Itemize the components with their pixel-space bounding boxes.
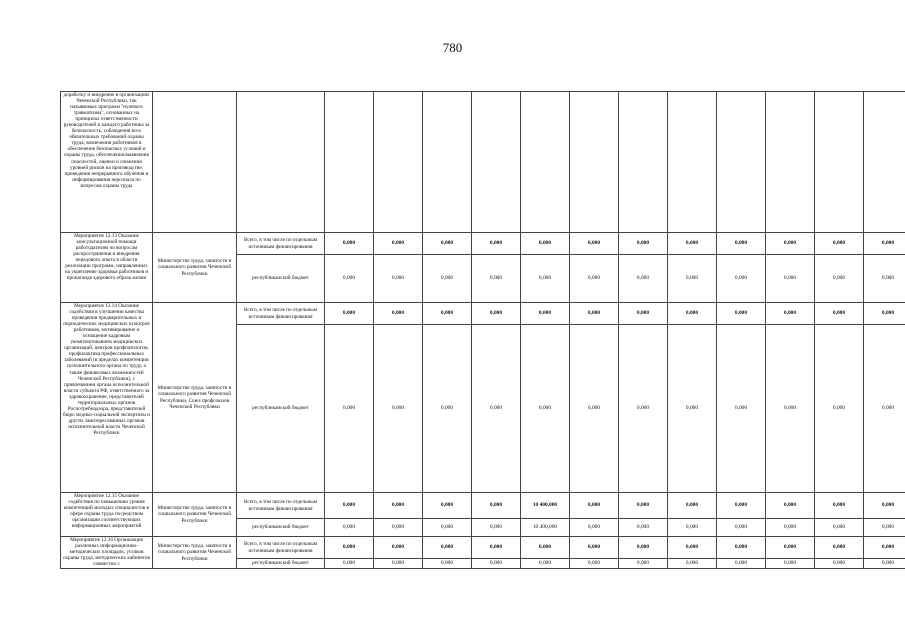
amount-cell: 0,000: [619, 255, 668, 303]
amount-cell: 0,000: [766, 325, 815, 493]
amount-cell: 0,000: [864, 325, 905, 493]
amount-cell: 0,000: [423, 537, 472, 559]
amount-cell: 0,000: [668, 493, 717, 519]
funding-source: Всего, в том числе по отдельным источникам финансирования: [237, 233, 325, 255]
amount-cell: 0,000: [815, 493, 864, 519]
amount-cell: [717, 92, 766, 233]
funding-source: республиканский бюджет: [237, 325, 325, 493]
amount-cell: 0,000: [668, 233, 717, 255]
amount-cell: 0,000: [864, 233, 905, 255]
table-row: [61, 233, 905, 255]
amount-cell: 0,000: [521, 559, 570, 569]
amount-cell: [325, 92, 374, 233]
amount-cell: 0,000: [521, 255, 570, 303]
measure-description: доработку и внедрение в организациях Чеченской Республики, так называемых программ "нулевого травматизма", основанных на принципах ответственности руководителей и каждого работника за безопасность, соблюдения всех обязательных требований охраны труда, вовлечения работников в обеспечение безопасных условий и охраны труда, обеспечения выявления опасностей, оценки и снижения уровней рисков на производстве, проведения непрерывного обучения и информирования персонала по вопросам охраны труда: [61, 92, 153, 233]
amount-cell: 0,000: [374, 559, 423, 569]
measure-description: Мероприятие 12.14 Оказание содействия в улучшении качества проведения предварительных и периодических медицинских осмотров работников, мотивирование и оснащение кадровым укомплектованием медицинских организаций, центров профпатологии, профилактика профессиональных заболеваний (в пределах компетенции исполнительного органа по труду, а также финансовых возможностей Чеченской Республики), с привлечением органа исполнительной власти субъекта РФ, ответственного за здравоохранение, представителей территориальных органов Роспотребнадзора, представителей бюро медико-социальной экспертизы и других заинтересованных органов исполнительной власти Чеченской Республики: [61, 303, 153, 493]
amount-cell: 0,000: [521, 303, 570, 325]
responsible-organization: Министерство труда, занятости и социального развития Чеченской Республики, Союз профсоюзов Чеченской Республики: [153, 303, 237, 493]
amount-cell: 10 400,000: [521, 519, 570, 537]
funding-source: республиканский бюджет: [237, 559, 325, 569]
amount-cell: 0,000: [717, 537, 766, 559]
amount-cell: [570, 92, 619, 233]
amount-cell: 0,000: [619, 559, 668, 569]
amount-cell: 0,000: [570, 233, 619, 255]
amount-cell: [374, 92, 423, 233]
amount-cell: 0,000: [570, 537, 619, 559]
amount-cell: 0,000: [374, 255, 423, 303]
amount-cell: 0,000: [766, 537, 815, 559]
amount-cell: 0,000: [423, 233, 472, 255]
table-row: [61, 537, 905, 559]
amount-cell: 0,000: [423, 493, 472, 519]
funding-source: [237, 92, 325, 233]
amount-cell: [815, 92, 864, 233]
amount-cell: 0,000: [472, 233, 521, 255]
amount-cell: 0,000: [619, 493, 668, 519]
amount-cell: 0,000: [521, 537, 570, 559]
amount-cell: 0,000: [668, 537, 717, 559]
amount-cell: 0,000: [374, 325, 423, 493]
amount-cell: 0,000: [766, 233, 815, 255]
amount-cell: [521, 92, 570, 233]
amount-cell: 0,000: [864, 519, 905, 537]
amount-cell: 0,000: [668, 325, 717, 493]
amount-cell: 0,000: [815, 233, 864, 255]
measure-description: Мероприятие 12.15 Оказание содействия по повышению уровня компетенций молодых специалистов в сфере охраны труда посредством организации соответствующих информационных мероприятий: [61, 493, 153, 537]
amount-cell: 0,000: [472, 537, 521, 559]
amount-cell: 0,000: [815, 519, 864, 537]
measure-description: Мероприятие 12.16 Организация различных информационно-методических площадок, уголков охраны труда, методических кабинетов совместно с: [61, 537, 153, 569]
budget-table: [60, 91, 905, 569]
amount-cell: 0,000: [619, 303, 668, 325]
amount-cell: [472, 92, 521, 233]
amount-cell: 0,000: [374, 493, 423, 519]
amount-cell: 0,000: [374, 233, 423, 255]
amount-cell: 0,000: [864, 255, 905, 303]
amount-cell: 0,000: [668, 303, 717, 325]
amount-cell: 0,000: [668, 559, 717, 569]
amount-cell: 0,000: [668, 255, 717, 303]
amount-cell: 0,000: [864, 559, 905, 569]
table-body: [61, 92, 905, 569]
funding-source: Всего, в том числе по отдельным источникам финансирования: [237, 537, 325, 559]
responsible-organization: Министерство труда, занятости и социального развития Чеченской Республики: [153, 233, 237, 303]
funding-source: республиканский бюджет: [237, 519, 325, 537]
amount-cell: 0,000: [570, 519, 619, 537]
amount-cell: 0,000: [766, 303, 815, 325]
amount-cell: [766, 92, 815, 233]
amount-cell: 0,000: [325, 233, 374, 255]
amount-cell: 0,000: [570, 303, 619, 325]
amount-cell: 0,000: [766, 255, 815, 303]
amount-cell: 0,000: [325, 537, 374, 559]
responsible-organization: [153, 92, 237, 233]
table-row: [61, 493, 905, 519]
funding-source: Всего, в том числе по отдельным источникам финансирования: [237, 493, 325, 519]
amount-cell: [619, 92, 668, 233]
amount-cell: 0,000: [521, 233, 570, 255]
amount-cell: 0,000: [472, 325, 521, 493]
funding-source: Всего, в том числе по отдельным источникам финансирования: [237, 303, 325, 325]
amount-cell: 0,000: [717, 255, 766, 303]
amount-cell: 0,000: [815, 559, 864, 569]
amount-cell: 0,000: [325, 559, 374, 569]
amount-cell: 0,000: [815, 255, 864, 303]
amount-cell: 0,000: [374, 303, 423, 325]
funding-source: республиканский бюджет: [237, 255, 325, 303]
amount-cell: 0,000: [325, 519, 374, 537]
amount-cell: 0,000: [325, 493, 374, 519]
amount-cell: 0,000: [472, 559, 521, 569]
amount-cell: 0,000: [570, 559, 619, 569]
amount-cell: 0,000: [619, 233, 668, 255]
amount-cell: 0,000: [570, 255, 619, 303]
table-row: [61, 92, 905, 233]
amount-cell: 0,000: [423, 519, 472, 537]
amount-cell: 0,000: [815, 325, 864, 493]
amount-cell: 0,000: [423, 559, 472, 569]
amount-cell: 0,000: [815, 537, 864, 559]
amount-cell: [864, 92, 905, 233]
amount-cell: 0,000: [570, 493, 619, 519]
amount-cell: 0,000: [864, 493, 905, 519]
amount-cell: 0,000: [766, 559, 815, 569]
amount-cell: 0,000: [766, 519, 815, 537]
amount-cell: 0,000: [374, 519, 423, 537]
measure-description: Мероприятие 12.13 Оказание консультационной помощи работодателям по вопросам распространения и внедрения передового опыта в области реализации программ, направленных на укрепление здоровья работников и пропаганде здорового образа жизни: [61, 233, 153, 303]
amount-cell: 0,000: [325, 255, 374, 303]
table-row: [61, 303, 905, 325]
amount-cell: 10 400,000: [521, 493, 570, 519]
amount-cell: 0,000: [472, 493, 521, 519]
amount-cell: 0,000: [717, 559, 766, 569]
responsible-organization: Министерство труда, занятости и социального развития Чеченской Республики: [153, 493, 237, 537]
amount-cell: 0,000: [521, 325, 570, 493]
amount-cell: 0,000: [717, 303, 766, 325]
amount-cell: 0,000: [423, 255, 472, 303]
amount-cell: 0,000: [374, 537, 423, 559]
responsible-organization: Министерство труда, занятости и социального развития Чеченской Республики: [153, 537, 237, 569]
amount-cell: 0,000: [766, 493, 815, 519]
amount-cell: 0,000: [717, 325, 766, 493]
amount-cell: 0,000: [815, 303, 864, 325]
amount-cell: 0,000: [325, 325, 374, 493]
amount-cell: 0,000: [472, 255, 521, 303]
page-number: 780: [442, 40, 463, 55]
amount-cell: 0,000: [619, 537, 668, 559]
amount-cell: [423, 92, 472, 233]
amount-cell: 0,000: [472, 519, 521, 537]
amount-cell: 0,000: [472, 303, 521, 325]
amount-cell: 0,000: [570, 325, 619, 493]
amount-cell: 0,000: [864, 303, 905, 325]
amount-cell: 0,000: [325, 303, 374, 325]
amount-cell: [668, 92, 717, 233]
amount-cell: 0,000: [423, 325, 472, 493]
amount-cell: 0,000: [668, 519, 717, 537]
amount-cell: 0,000: [717, 493, 766, 519]
amount-cell: 0,000: [717, 233, 766, 255]
amount-cell: 0,000: [619, 519, 668, 537]
amount-cell: 0,000: [864, 537, 905, 559]
amount-cell: 0,000: [619, 325, 668, 493]
amount-cell: 0,000: [423, 303, 472, 325]
amount-cell: 0,000: [717, 519, 766, 537]
